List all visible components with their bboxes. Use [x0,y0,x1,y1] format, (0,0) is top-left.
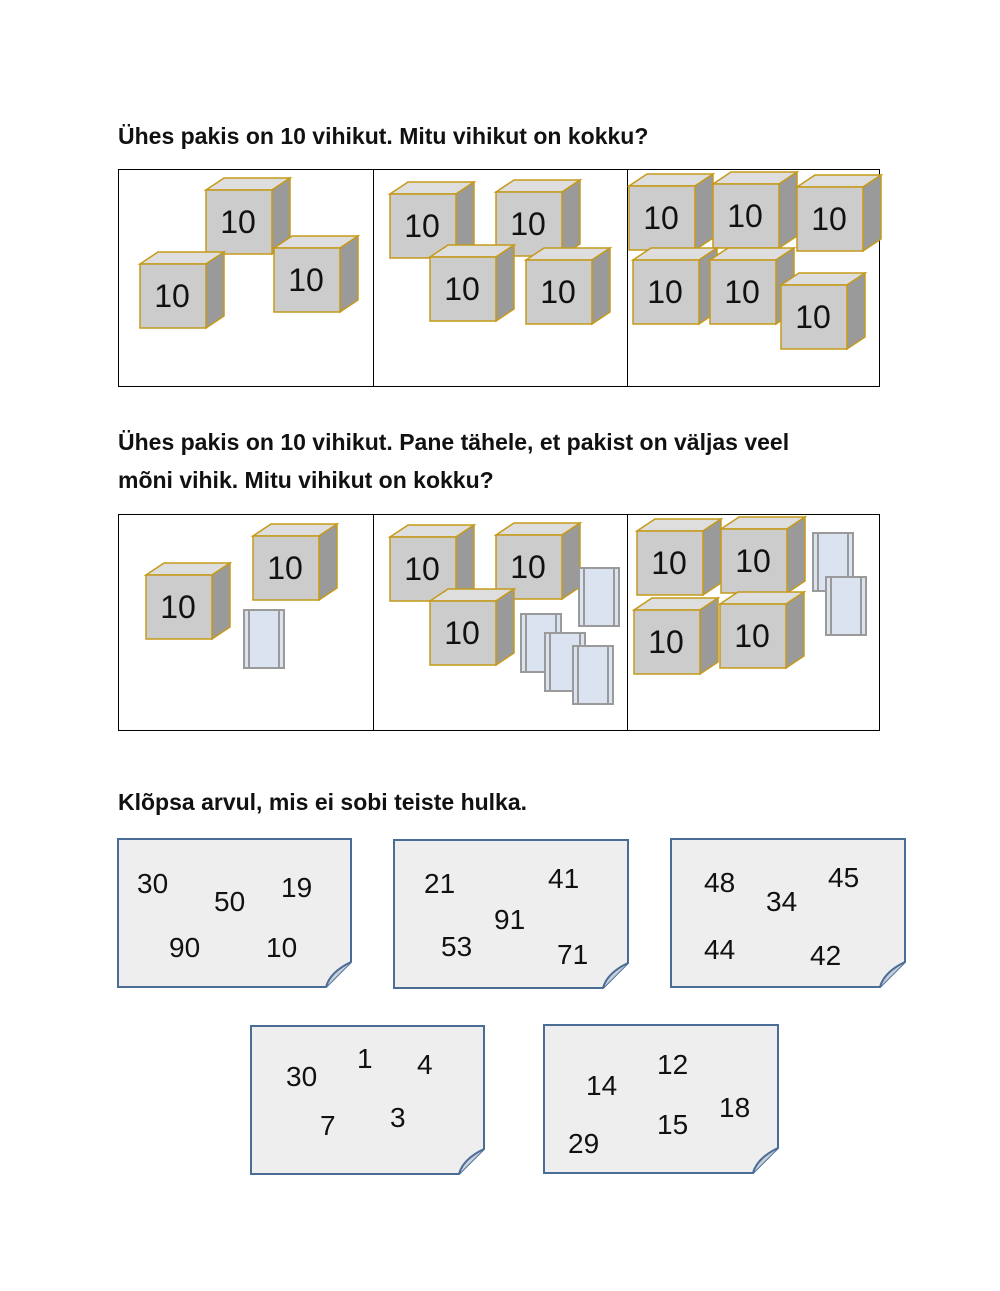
number-card [543,1024,779,1174]
pack-label: 10 [540,273,576,310]
number-card [250,1025,485,1175]
pack-icon [430,589,514,669]
pack-icon [253,524,337,604]
number-option[interactable]: 19 [281,872,313,903]
pack-label: 10 [154,277,190,314]
question-2 [118,423,789,499]
pack-icon [781,273,865,353]
pack-label: 10 [735,542,771,579]
number-option[interactable]: 44 [704,934,736,965]
pack-label: 10 [404,207,440,244]
pack-icon [140,252,224,332]
pack-label: 10 [404,550,440,587]
pack-icon [146,563,230,643]
notebook-icon [572,645,614,705]
number-option[interactable]: 12 [657,1049,689,1080]
number-option[interactable]: 71 [557,939,589,970]
notebook-icon [825,576,867,636]
pack-icon [526,248,610,328]
pack-label: 10 [444,270,480,307]
pack-icon [274,236,358,316]
instruction: Klõpsa arvul, mis ei sobi teiste hulka. [118,789,528,815]
number-option[interactable]: 48 [704,867,736,898]
question-2-line-1: Ühes pakis on 10 vihikut. Pane tähele, et pakist on väljas veel [118,429,790,455]
pack-label: 10 [795,298,831,335]
question-2-line-2: mõni vihik. Mitu vihikut on kokku? [118,467,494,493]
number-card [117,838,352,988]
number-option[interactable]: 53 [441,931,473,962]
number-option[interactable]: 30 [286,1061,318,1092]
pack-label: 10 [220,203,256,240]
number-option[interactable]: 10 [266,932,298,963]
number-option[interactable]: 30 [137,868,169,899]
number-option[interactable]: 50 [214,886,246,917]
number-card [670,838,906,988]
pack-icon [797,175,881,255]
pack-icon [629,174,713,254]
number-option[interactable]: 90 [169,932,201,963]
pack-label: 10 [727,197,763,234]
pack-label: 10 [734,617,770,654]
pack-label: 10 [724,273,760,310]
pack-label: 10 [811,200,847,237]
number-option[interactable]: 15 [657,1109,689,1140]
pack-label: 10 [648,623,684,660]
pack-icon [633,248,717,328]
number-option[interactable]: 14 [586,1070,618,1101]
number-option[interactable]: 41 [548,863,580,894]
pack-icon [637,519,721,599]
pack-label: 10 [160,588,196,625]
pack-icon [634,598,718,678]
pack-label: 10 [444,614,480,651]
pack-label: 10 [288,261,324,298]
number-option[interactable]: 1 [357,1043,373,1074]
notebook-icon [243,609,285,669]
question-1: Ühes pakis on 10 vihikut. Mitu vihikut on kokku? [118,123,649,149]
number-option[interactable]: 91 [494,904,526,935]
pack-label: 10 [510,548,546,585]
pack-label: 10 [647,273,683,310]
number-option[interactable]: 7 [320,1110,336,1141]
pack-label: 10 [510,205,546,242]
number-option[interactable]: 45 [828,862,860,893]
pack-icon [720,592,804,672]
pack-label: 10 [643,199,679,236]
number-option[interactable]: 18 [719,1092,751,1123]
number-option[interactable]: 4 [417,1049,433,1080]
number-option[interactable]: 21 [424,868,456,899]
pack-label: 10 [267,549,303,586]
number-option[interactable]: 42 [810,940,842,971]
notebook-icon [578,567,620,627]
pack-icon [430,245,514,325]
number-option[interactable]: 29 [568,1128,600,1159]
number-card [393,839,629,989]
pack-label: 10 [651,544,687,581]
pack-icon [713,172,797,252]
number-option[interactable]: 3 [390,1102,406,1133]
pack-icon [721,517,805,597]
number-option[interactable]: 34 [766,886,798,917]
